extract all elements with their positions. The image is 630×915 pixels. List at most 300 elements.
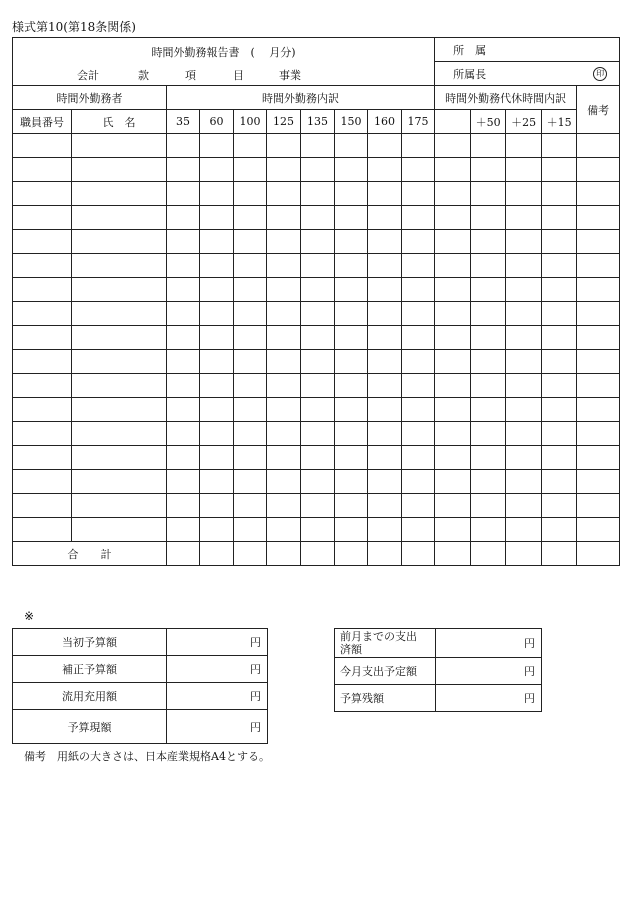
entry-cell[interactable] <box>13 326 72 350</box>
entry-cell[interactable] <box>402 470 435 494</box>
entry-cell[interactable] <box>72 446 167 470</box>
total-cell[interactable] <box>471 542 506 566</box>
entry-cell[interactable] <box>542 254 577 278</box>
entry-cell[interactable] <box>506 446 542 470</box>
entry-cell[interactable] <box>435 230 471 254</box>
entry-cell[interactable] <box>234 182 267 206</box>
total-cell[interactable] <box>335 542 368 566</box>
entry-cell[interactable] <box>402 158 435 182</box>
entry-cell[interactable] <box>542 518 577 542</box>
entry-cell[interactable] <box>13 518 72 542</box>
entry-cell[interactable] <box>402 398 435 422</box>
entry-cell[interactable] <box>435 374 471 398</box>
entry-cell[interactable] <box>506 230 542 254</box>
entry-cell[interactable] <box>267 278 301 302</box>
entry-cell[interactable] <box>368 422 402 446</box>
entry-cell[interactable] <box>72 230 167 254</box>
entry-cell[interactable] <box>200 278 234 302</box>
entry-cell[interactable] <box>301 446 335 470</box>
entry-cell[interactable] <box>368 254 402 278</box>
entry-cell[interactable] <box>13 374 72 398</box>
entry-cell[interactable] <box>471 374 506 398</box>
entry-cell[interactable] <box>506 398 542 422</box>
entry-cell[interactable] <box>368 206 402 230</box>
entry-cell[interactable] <box>335 158 368 182</box>
entry-cell[interactable] <box>13 182 72 206</box>
entry-cell[interactable] <box>335 470 368 494</box>
entry-cell[interactable] <box>13 422 72 446</box>
entry-cell[interactable] <box>577 470 620 494</box>
entry-cell[interactable] <box>234 470 267 494</box>
total-cell[interactable] <box>301 542 335 566</box>
entry-cell[interactable] <box>335 350 368 374</box>
entry-cell[interactable] <box>577 302 620 326</box>
entry-cell[interactable] <box>234 422 267 446</box>
entry-cell[interactable] <box>301 134 335 158</box>
entry-cell[interactable] <box>200 398 234 422</box>
entry-cell[interactable] <box>506 278 542 302</box>
entry-cell[interactable] <box>577 230 620 254</box>
entry-cell[interactable] <box>234 254 267 278</box>
entry-cell[interactable] <box>402 230 435 254</box>
total-cell[interactable] <box>542 542 577 566</box>
entry-cell[interactable] <box>267 446 301 470</box>
entry-cell[interactable] <box>577 206 620 230</box>
entry-cell[interactable] <box>435 398 471 422</box>
entry-cell[interactable] <box>72 254 167 278</box>
entry-cell[interactable] <box>577 326 620 350</box>
entry-cell[interactable] <box>577 158 620 182</box>
entry-cell[interactable] <box>267 302 301 326</box>
entry-cell[interactable] <box>335 278 368 302</box>
entry-cell[interactable] <box>435 470 471 494</box>
budget-supplement-value[interactable]: 円 <box>167 656 268 683</box>
entry-cell[interactable] <box>167 302 200 326</box>
entry-cell[interactable] <box>301 422 335 446</box>
accounting-kaikei: 会計 <box>77 69 99 82</box>
rate-header: 60 <box>200 110 234 134</box>
entry-cell[interactable] <box>368 470 402 494</box>
total-label: 合 計 <box>13 542 167 566</box>
entry-cell[interactable] <box>471 302 506 326</box>
name-header: 氏 名 <box>72 110 167 134</box>
entry-cell[interactable] <box>72 398 167 422</box>
entry-cell[interactable] <box>301 518 335 542</box>
entry-cell[interactable] <box>542 374 577 398</box>
entry-cell[interactable] <box>267 230 301 254</box>
entry-cell[interactable] <box>471 494 506 518</box>
entry-cell[interactable] <box>234 134 267 158</box>
table-row <box>13 254 620 278</box>
entry-cell[interactable] <box>368 446 402 470</box>
entry-cell[interactable] <box>234 494 267 518</box>
entry-cell[interactable] <box>200 326 234 350</box>
entry-cell[interactable] <box>506 158 542 182</box>
entry-cell[interactable] <box>471 422 506 446</box>
entry-cell[interactable] <box>72 326 167 350</box>
remarks-header: 備考 <box>577 86 620 134</box>
entry-cell[interactable] <box>435 254 471 278</box>
entry-cell[interactable] <box>402 278 435 302</box>
entry-cell[interactable] <box>72 494 167 518</box>
entry-cell[interactable] <box>577 350 620 374</box>
total-cell[interactable] <box>577 542 620 566</box>
entry-cell[interactable] <box>13 398 72 422</box>
entry-cell[interactable] <box>301 230 335 254</box>
entry-cell[interactable] <box>542 206 577 230</box>
entry-cell[interactable] <box>335 446 368 470</box>
entry-cell[interactable] <box>301 254 335 278</box>
entry-cell[interactable] <box>506 134 542 158</box>
entry-cell[interactable] <box>402 446 435 470</box>
entry-cell[interactable] <box>368 494 402 518</box>
table-row <box>13 134 620 158</box>
entry-cell[interactable] <box>435 494 471 518</box>
entry-cell[interactable] <box>335 374 368 398</box>
entry-cell[interactable] <box>335 398 368 422</box>
entry-cell[interactable] <box>200 254 234 278</box>
entry-cell[interactable] <box>301 494 335 518</box>
entry-cell[interactable] <box>506 302 542 326</box>
entry-cell[interactable] <box>167 422 200 446</box>
entry-cell[interactable] <box>368 158 402 182</box>
entry-cell[interactable] <box>167 134 200 158</box>
entry-cell[interactable] <box>234 278 267 302</box>
entry-cell[interactable] <box>506 422 542 446</box>
total-cell[interactable] <box>167 542 200 566</box>
budget-current-value[interactable]: 円 <box>167 710 268 744</box>
entry-cell[interactable] <box>167 326 200 350</box>
entry-cell[interactable] <box>200 134 234 158</box>
table-row <box>13 494 620 518</box>
entry-cell[interactable] <box>368 134 402 158</box>
entry-cell[interactable] <box>13 302 72 326</box>
entry-cell[interactable] <box>542 134 577 158</box>
entry-cell[interactable] <box>167 374 200 398</box>
entry-cell[interactable] <box>435 302 471 326</box>
entry-cell[interactable] <box>13 350 72 374</box>
entry-cell[interactable] <box>72 182 167 206</box>
entry-cell[interactable] <box>368 278 402 302</box>
entry-cell[interactable] <box>542 302 577 326</box>
entry-cell[interactable] <box>542 470 577 494</box>
entry-cell[interactable] <box>13 134 72 158</box>
entry-cell[interactable] <box>506 374 542 398</box>
entry-cell[interactable] <box>13 206 72 230</box>
entry-cell[interactable] <box>402 422 435 446</box>
entry-cell[interactable] <box>402 326 435 350</box>
accounting-kou: 項 <box>185 69 196 82</box>
entry-cell[interactable] <box>167 158 200 182</box>
entry-cell[interactable] <box>234 326 267 350</box>
budget-remaining-label: 予算残額 <box>335 685 436 712</box>
entry-cell[interactable] <box>72 302 167 326</box>
entry-cell[interactable] <box>577 446 620 470</box>
entry-cell[interactable] <box>506 518 542 542</box>
entry-cell[interactable] <box>301 470 335 494</box>
entry-cell[interactable] <box>471 470 506 494</box>
entry-cell[interactable] <box>542 398 577 422</box>
entry-cell[interactable] <box>167 278 200 302</box>
total-cell[interactable] <box>506 542 542 566</box>
entry-cell[interactable] <box>200 230 234 254</box>
entry-cell[interactable] <box>167 230 200 254</box>
table-row <box>13 374 620 398</box>
total-cell[interactable] <box>267 542 301 566</box>
entry-cell[interactable] <box>267 326 301 350</box>
entry-cell[interactable] <box>167 446 200 470</box>
entry-cell[interactable] <box>72 374 167 398</box>
entry-cell[interactable] <box>335 230 368 254</box>
entry-cell[interactable] <box>200 302 234 326</box>
entry-cell[interactable] <box>335 134 368 158</box>
entry-cell[interactable] <box>368 374 402 398</box>
entry-cell[interactable] <box>234 302 267 326</box>
budget-initial-value[interactable]: 円 <box>167 629 268 656</box>
total-cell[interactable] <box>402 542 435 566</box>
entry-cell[interactable] <box>471 326 506 350</box>
entry-cell[interactable] <box>471 158 506 182</box>
entry-cell[interactable] <box>167 206 200 230</box>
entry-cell[interactable] <box>506 326 542 350</box>
entry-cell[interactable] <box>234 158 267 182</box>
table-row <box>13 158 620 182</box>
entry-cell[interactable] <box>368 230 402 254</box>
chief-cell[interactable] <box>435 62 620 86</box>
entry-cell[interactable] <box>471 278 506 302</box>
entry-cell[interactable] <box>402 134 435 158</box>
entry-cell[interactable] <box>200 422 234 446</box>
entry-cell[interactable] <box>402 374 435 398</box>
entry-cell[interactable] <box>402 302 435 326</box>
entry-cell[interactable] <box>435 206 471 230</box>
entry-cell[interactable] <box>577 518 620 542</box>
entry-cell[interactable] <box>301 350 335 374</box>
entry-cell[interactable] <box>577 254 620 278</box>
entry-cell[interactable] <box>506 182 542 206</box>
table-row <box>13 470 620 494</box>
budget-this-month-value[interactable]: 円 <box>436 658 542 685</box>
entry-cell[interactable] <box>435 134 471 158</box>
budget-current-label: 予算現額 <box>13 710 167 744</box>
entry-cell[interactable] <box>402 350 435 374</box>
entry-cell[interactable] <box>167 350 200 374</box>
entry-cell[interactable] <box>435 446 471 470</box>
entry-cell[interactable] <box>234 350 267 374</box>
entry-cell[interactable] <box>13 158 72 182</box>
entry-cell[interactable] <box>167 518 200 542</box>
entry-cell[interactable] <box>301 398 335 422</box>
entry-cell[interactable] <box>471 398 506 422</box>
entry-cell[interactable] <box>72 518 167 542</box>
entry-cell[interactable] <box>301 182 335 206</box>
entry-cell[interactable] <box>167 494 200 518</box>
entry-cell[interactable] <box>267 350 301 374</box>
entry-cell[interactable] <box>13 254 72 278</box>
entry-cell[interactable] <box>471 446 506 470</box>
budget-prev-spent-value[interactable]: 円 <box>436 629 542 658</box>
entry-cell[interactable] <box>542 230 577 254</box>
entry-cell[interactable] <box>234 518 267 542</box>
entry-cell[interactable] <box>577 134 620 158</box>
entry-cell[interactable] <box>72 206 167 230</box>
entry-cell[interactable] <box>577 422 620 446</box>
table-row <box>13 398 620 422</box>
entry-cell[interactable] <box>301 374 335 398</box>
entry-cell[interactable] <box>200 158 234 182</box>
entry-cell[interactable] <box>267 518 301 542</box>
entry-cell[interactable] <box>368 326 402 350</box>
entry-cell[interactable] <box>267 398 301 422</box>
entry-cell[interactable] <box>335 422 368 446</box>
entry-cell[interactable] <box>506 206 542 230</box>
entry-cell[interactable] <box>402 494 435 518</box>
entry-cell[interactable] <box>577 494 620 518</box>
entry-cell[interactable] <box>506 254 542 278</box>
entry-cell[interactable] <box>368 398 402 422</box>
entry-cell[interactable] <box>402 518 435 542</box>
entry-cell[interactable] <box>577 182 620 206</box>
entry-cell[interactable] <box>167 254 200 278</box>
entry-cell[interactable] <box>506 470 542 494</box>
entry-cell[interactable] <box>435 326 471 350</box>
entry-cell[interactable] <box>200 182 234 206</box>
entry-cell[interactable] <box>402 182 435 206</box>
affiliation-cell[interactable] <box>435 38 620 62</box>
entry-cell[interactable] <box>267 182 301 206</box>
budget-transfer-value[interactable]: 円 <box>167 683 268 710</box>
entry-cell[interactable] <box>335 302 368 326</box>
entry-cell[interactable] <box>72 470 167 494</box>
entry-cell[interactable] <box>542 326 577 350</box>
entry-cell[interactable] <box>435 422 471 446</box>
entry-cell[interactable] <box>542 446 577 470</box>
entry-cell[interactable] <box>402 206 435 230</box>
entry-cell[interactable] <box>335 182 368 206</box>
entry-cell[interactable] <box>200 494 234 518</box>
rate-header: 160 <box>368 110 402 134</box>
entry-cell[interactable] <box>200 350 234 374</box>
entry-cell[interactable] <box>542 182 577 206</box>
entry-cell[interactable] <box>13 278 72 302</box>
entry-cell[interactable] <box>506 494 542 518</box>
entry-cell[interactable] <box>471 254 506 278</box>
entry-cell[interactable] <box>542 350 577 374</box>
table-row <box>13 206 620 230</box>
entry-cell[interactable] <box>72 278 167 302</box>
entry-cell[interactable] <box>435 518 471 542</box>
entry-cell[interactable] <box>72 134 167 158</box>
total-cell[interactable] <box>435 542 471 566</box>
entry-cell[interactable] <box>200 518 234 542</box>
entry-cell[interactable] <box>542 494 577 518</box>
entry-cell[interactable] <box>506 350 542 374</box>
entry-cell[interactable] <box>72 422 167 446</box>
total-cell[interactable] <box>368 542 402 566</box>
rate-header: 100 <box>234 110 267 134</box>
entry-cell[interactable] <box>267 254 301 278</box>
entry-cell[interactable] <box>267 470 301 494</box>
entry-cell[interactable] <box>200 446 234 470</box>
budget-supplement-label: 補正予算額 <box>13 656 167 683</box>
entry-cell[interactable] <box>471 182 506 206</box>
entry-cell[interactable] <box>435 350 471 374</box>
entry-cell[interactable] <box>335 206 368 230</box>
total-cell[interactable] <box>234 542 267 566</box>
entry-cell[interactable] <box>200 206 234 230</box>
entry-cell[interactable] <box>335 518 368 542</box>
entry-cell[interactable] <box>301 302 335 326</box>
accounting-kan: 款 <box>138 69 149 82</box>
entry-cell[interactable] <box>542 422 577 446</box>
seal-mark-icon: 印 <box>593 67 607 81</box>
entry-cell[interactable] <box>234 230 267 254</box>
entry-cell[interactable] <box>435 182 471 206</box>
entry-cell[interactable] <box>368 350 402 374</box>
entry-cell[interactable] <box>435 278 471 302</box>
entry-cell[interactable] <box>577 398 620 422</box>
budget-transfer-label: 流用充用額 <box>13 683 167 710</box>
entry-cell[interactable] <box>335 326 368 350</box>
entry-cell[interactable] <box>267 494 301 518</box>
entry-cell[interactable] <box>577 374 620 398</box>
entry-cell[interactable] <box>267 422 301 446</box>
entry-cell[interactable] <box>335 254 368 278</box>
entry-cell[interactable] <box>267 158 301 182</box>
entry-cell[interactable] <box>13 230 72 254</box>
entry-cell[interactable] <box>200 374 234 398</box>
entry-cell[interactable] <box>435 158 471 182</box>
total-cell[interactable] <box>200 542 234 566</box>
entry-cell[interactable] <box>167 398 200 422</box>
affiliation-label: 所 属 <box>453 43 487 57</box>
entry-cell[interactable] <box>368 182 402 206</box>
entry-cell[interactable] <box>167 182 200 206</box>
entry-cell[interactable] <box>577 278 620 302</box>
entry-cell[interactable] <box>267 134 301 158</box>
entry-cell[interactable] <box>471 206 506 230</box>
entry-cell[interactable] <box>301 326 335 350</box>
entry-cell[interactable] <box>13 470 72 494</box>
entry-cell[interactable] <box>471 518 506 542</box>
entry-cell[interactable] <box>471 230 506 254</box>
entry-cell[interactable] <box>234 206 267 230</box>
entry-cell[interactable] <box>402 254 435 278</box>
entry-cell[interactable] <box>234 374 267 398</box>
entry-cell[interactable] <box>234 446 267 470</box>
budget-remaining-value[interactable]: 円 <box>436 685 542 712</box>
entry-cell[interactable] <box>267 206 301 230</box>
entry-cell[interactable] <box>542 278 577 302</box>
entry-cell[interactable] <box>471 350 506 374</box>
entry-cell[interactable] <box>200 470 234 494</box>
entry-cell[interactable] <box>301 278 335 302</box>
entry-cell[interactable] <box>335 494 368 518</box>
entry-cell[interactable] <box>13 446 72 470</box>
entry-cell[interactable] <box>368 518 402 542</box>
entry-cell[interactable] <box>542 158 577 182</box>
entry-cell[interactable] <box>301 206 335 230</box>
entry-cell[interactable] <box>167 470 200 494</box>
entry-cell[interactable] <box>471 134 506 158</box>
entry-cell[interactable] <box>368 302 402 326</box>
entry-cell[interactable] <box>72 350 167 374</box>
entry-cell[interactable] <box>267 374 301 398</box>
entry-cell[interactable] <box>234 398 267 422</box>
entry-cell[interactable] <box>301 158 335 182</box>
entry-cell[interactable] <box>72 158 167 182</box>
entry-cell[interactable] <box>13 494 72 518</box>
